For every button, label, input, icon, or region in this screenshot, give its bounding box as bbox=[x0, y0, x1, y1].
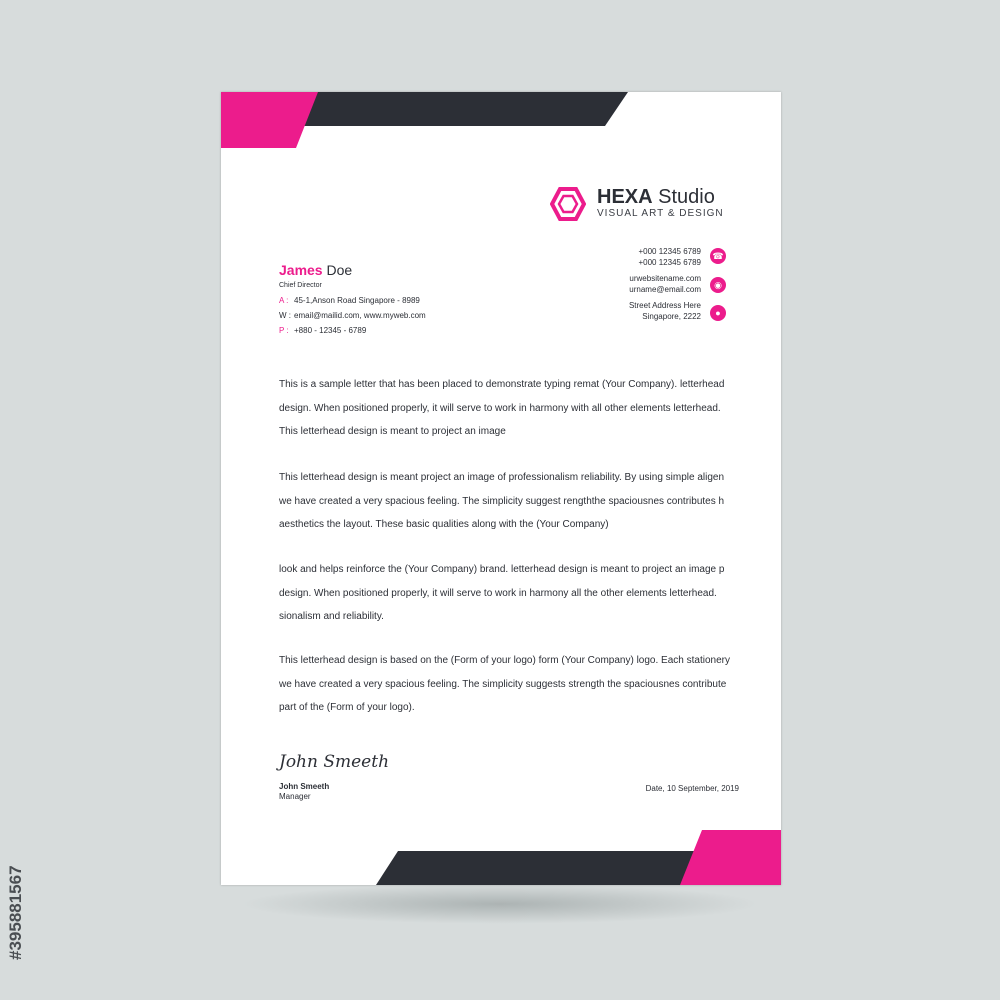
hexagon-icon bbox=[550, 186, 586, 222]
phone-line-2: +000 12345 6789 bbox=[638, 258, 701, 267]
phone-line-1: +000 12345 6789 bbox=[638, 247, 701, 256]
paragraph-3 bbox=[279, 558, 744, 629]
sender-last-name: Doe bbox=[322, 262, 353, 278]
address-label: A : bbox=[279, 296, 289, 305]
signer-role: Manager bbox=[279, 792, 311, 801]
company-name bbox=[597, 186, 715, 209]
phone-block bbox=[638, 246, 701, 268]
bottom-pink-band bbox=[680, 830, 781, 885]
sender-address bbox=[279, 296, 420, 305]
paragraph-1 bbox=[279, 373, 744, 444]
company-name-regular: Studio bbox=[652, 186, 715, 208]
page-shadow bbox=[240, 884, 760, 924]
handwritten-signature: John Smeeth bbox=[279, 752, 390, 772]
top-pink-band bbox=[221, 92, 318, 148]
location-pin-icon: ● bbox=[710, 305, 726, 321]
paragraph-line: aesthetics the layout. These basic qualities along with the (Your Company) bbox=[279, 519, 609, 530]
web-value: email@mailid.com, www.myweb.com bbox=[294, 311, 426, 320]
company-tagline: VISUAL ART & DESIGN bbox=[597, 208, 724, 219]
paragraph-line: This letterhead design is based on the (Form of your logo) form (Your Company) logo. Each stationery bbox=[279, 655, 730, 666]
address-value: 45-1,Anson Road Singapore - 8989 bbox=[294, 296, 420, 305]
paragraph-line: This is a sample letter that has been placed to demonstrate typing remat (Your Company). letterhead bbox=[279, 379, 725, 390]
globe-icon: ◉ bbox=[710, 277, 726, 293]
top-dark-band bbox=[291, 92, 628, 126]
signer-name: John Smeeth bbox=[279, 782, 330, 791]
company-name-bold: HEXA bbox=[597, 186, 653, 208]
web-label: W : bbox=[279, 311, 291, 320]
sender-name bbox=[279, 262, 352, 278]
address-line-1: Street Address Here bbox=[628, 301, 701, 310]
bottom-dark-band bbox=[376, 851, 719, 885]
address-block bbox=[629, 300, 701, 322]
paragraph-line: This letterhead design is meant to project an image bbox=[279, 426, 506, 437]
paragraph-line: design. When positioned properly, it will serve to work in harmony with all other elements letterhead. bbox=[279, 402, 721, 414]
stock-id-text: #395881567 bbox=[6, 865, 25, 960]
paragraph-line: look and helps reinforce the (Your Company) brand. letterhead design is meant to project an image p bbox=[279, 564, 725, 575]
stock-id-watermark bbox=[4, 760, 26, 960]
sender-first-name: James bbox=[279, 262, 323, 278]
letterhead-page bbox=[221, 92, 781, 885]
paragraph-line: sionalism and reliability. bbox=[279, 611, 384, 622]
phone-value: +880 - 12345 - 6789 bbox=[294, 326, 367, 335]
email-line: urname@email.com bbox=[629, 285, 701, 294]
website-line: urwebsitename.com bbox=[629, 274, 701, 283]
paragraph-2 bbox=[279, 466, 744, 537]
address-line-2: Singapore, 2222 bbox=[642, 312, 701, 321]
sender-title: Chief Director bbox=[279, 282, 322, 289]
company-logo bbox=[550, 186, 730, 222]
signer-block bbox=[279, 782, 329, 802]
web-block bbox=[629, 273, 701, 295]
phone-label: P : bbox=[279, 326, 289, 335]
paragraph-line: we have created a very spacious feeling. The simplicity suggest rengththe spaciousnes contributes h bbox=[279, 495, 725, 507]
paragraph-line: design. When positioned properly, it will serve to work in harmony all the other elements letterhead. bbox=[279, 587, 717, 599]
sender-phone bbox=[279, 326, 366, 335]
paragraph-line: part of the (Form of your logo). bbox=[279, 702, 415, 713]
paragraph-line: This letterhead design is meant project an image of professionalism reliability. By using simple aligen bbox=[279, 472, 725, 483]
letter-date: Date, 10 September, 2019 bbox=[645, 784, 739, 793]
paragraph-line: we have created a very spacious feeling. The simplicity suggests strength the spaciousnes contribute bbox=[279, 678, 727, 690]
sender-web bbox=[279, 311, 426, 320]
paragraph-4 bbox=[279, 649, 744, 720]
phone-icon: ☎ bbox=[710, 248, 726, 264]
